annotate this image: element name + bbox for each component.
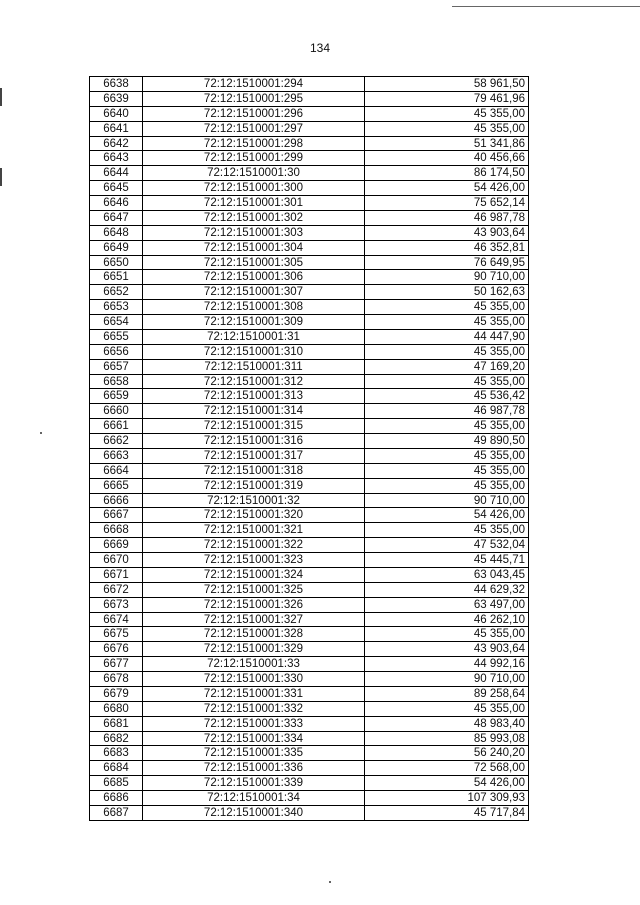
cadastral-value-cell: 54 426,00 [365,776,529,791]
cadastral-value-cell: 63 497,00 [365,598,529,613]
row-number-cell: 6644 [90,166,143,181]
row-number-cell: 6658 [90,375,143,390]
cadastral-value-cell: 43 903,64 [365,226,529,241]
cadastral-number-cell: 72:12:1510001:310 [143,345,365,360]
cadastral-value-cell: 48 983,40 [365,717,529,732]
cadastral-number-cell: 72:12:1510001:294 [143,77,365,92]
cadastral-number-cell: 72:12:1510001:295 [143,92,365,107]
table-row [90,270,529,285]
table-row [90,598,529,613]
cadastral-value-cell: 44 447,90 [365,330,529,345]
cadastral-number-cell: 72:12:1510001:319 [143,479,365,494]
cadastral-value-cell: 45 355,00 [365,107,529,122]
table-row [90,464,529,479]
cadastral-value-cell: 45 355,00 [365,479,529,494]
cadastral-number-cell: 72:12:1510001:321 [143,523,365,538]
cadastral-number-cell: 72:12:1510001:311 [143,360,365,375]
cadastral-number-cell: 72:12:1510001:305 [143,256,365,271]
row-number-cell: 6679 [90,687,143,702]
cadastral-number-cell: 72:12:1510001:309 [143,315,365,330]
cadastral-value-cell: 72 568,00 [365,761,529,776]
table-row [90,806,529,821]
cadastral-value-cell: 76 649,95 [365,256,529,271]
cadastral-value-cell: 47 169,20 [365,360,529,375]
table-row [90,568,529,583]
row-number-cell: 6642 [90,137,143,152]
cadastral-number-cell: 72:12:1510001:33 [143,657,365,672]
cadastral-number-cell: 72:12:1510001:302 [143,211,365,226]
table-row [90,226,529,241]
table-row [90,434,529,449]
cadastral-value-cell: 45 355,00 [365,449,529,464]
table-row [90,375,529,390]
table-row [90,672,529,687]
cadastral-value-cell: 47 532,04 [365,538,529,553]
table-row [90,702,529,717]
row-number-cell: 6666 [90,494,143,509]
cadastral-number-cell: 72:12:1510001:299 [143,151,365,166]
row-number-cell: 6669 [90,538,143,553]
cadastral-number-cell: 72:12:1510001:322 [143,538,365,553]
cadastral-value-cell: 90 710,00 [365,494,529,509]
cadastral-value-cell: 79 461,96 [365,92,529,107]
cadastral-number-cell: 72:12:1510001:324 [143,568,365,583]
table-row [90,137,529,152]
cadastral-value-cell: 58 961,50 [365,77,529,92]
cadastral-value-cell: 43 903,64 [365,642,529,657]
table-row [90,613,529,628]
row-number-cell: 6677 [90,657,143,672]
row-number-cell: 6681 [90,717,143,732]
cadastral-number-cell: 72:12:1510001:34 [143,791,365,806]
cadastral-value-cell: 45 717,84 [365,806,529,821]
table-row [90,553,529,568]
cadastral-number-cell: 72:12:1510001:296 [143,107,365,122]
cadastral-value-cell: 46 987,78 [365,211,529,226]
table-row [90,761,529,776]
cadastral-value-cell: 85 993,08 [365,732,529,747]
cadastral-value-cell: 45 355,00 [365,419,529,434]
cadastral-value-cell: 107 309,93 [365,791,529,806]
row-number-cell: 6650 [90,256,143,271]
table-row [90,107,529,122]
cadastral-number-cell: 72:12:1510001:298 [143,137,365,152]
table-row [90,776,529,791]
header-rule [452,6,640,7]
cadastral-number-cell: 72:12:1510001:31 [143,330,365,345]
cadastral-value-cell: 46 987,78 [365,404,529,419]
cadastral-value-cell: 45 355,00 [365,345,529,360]
row-number-cell: 6645 [90,181,143,196]
table-row [90,508,529,523]
table-row [90,300,529,315]
table-row [90,166,529,181]
cadastral-value-cell: 54 426,00 [365,181,529,196]
table-row [90,360,529,375]
table-row [90,583,529,598]
cadastral-number-cell: 72:12:1510001:336 [143,761,365,776]
table-row [90,523,529,538]
cadastral-value-cell: 90 710,00 [365,672,529,687]
scan-speck [40,432,42,434]
cadastral-number-cell: 72:12:1510001:315 [143,419,365,434]
cadastral-number-cell: 72:12:1510001:333 [143,717,365,732]
row-number-cell: 6667 [90,508,143,523]
table-row [90,211,529,226]
table-row [90,181,529,196]
row-number-cell: 6678 [90,672,143,687]
cadastral-number-cell: 72:12:1510001:325 [143,583,365,598]
row-number-cell: 6680 [90,702,143,717]
cadastral-number-cell: 72:12:1510001:308 [143,300,365,315]
row-number-cell: 6643 [90,151,143,166]
row-number-cell: 6661 [90,419,143,434]
row-number-cell: 6668 [90,523,143,538]
row-number-cell: 6674 [90,613,143,628]
cadastral-value-cell: 50 162,63 [365,285,529,300]
table-row [90,389,529,404]
row-number-cell: 6641 [90,122,143,137]
page-number: 134 [309,41,331,55]
cadastral-number-cell: 72:12:1510001:297 [143,122,365,137]
cadastral-number-cell: 72:12:1510001:314 [143,404,365,419]
row-number-cell: 6640 [90,107,143,122]
table-row [90,419,529,434]
scan-margin-mark [0,168,2,186]
row-number-cell: 6660 [90,404,143,419]
row-number-cell: 6652 [90,285,143,300]
cadastral-value-cell: 44 992,16 [365,657,529,672]
table-row [90,330,529,345]
table-row [90,538,529,553]
row-number-cell: 6638 [90,77,143,92]
table-row [90,746,529,761]
cadastral-number-cell: 72:12:1510001:327 [143,613,365,628]
cadastral-number-cell: 72:12:1510001:307 [143,285,365,300]
cadastral-number-cell: 72:12:1510001:312 [143,375,365,390]
row-number-cell: 6655 [90,330,143,345]
row-number-cell: 6659 [90,389,143,404]
cadastral-number-cell: 72:12:1510001:320 [143,508,365,523]
table-row [90,256,529,271]
cadastral-value-cell: 45 355,00 [365,523,529,538]
cadastral-value-cell: 63 043,45 [365,568,529,583]
cadastral-value-cell: 54 426,00 [365,508,529,523]
table-row [90,122,529,137]
row-number-cell: 6648 [90,226,143,241]
table-row [90,687,529,702]
row-number-cell: 6685 [90,776,143,791]
cadastral-number-cell: 72:12:1510001:329 [143,642,365,657]
cadastral-value-cell: 49 890,50 [365,434,529,449]
cadastral-number-cell: 72:12:1510001:331 [143,687,365,702]
cadastral-number-cell: 72:12:1510001:335 [143,746,365,761]
cadastral-value-table [89,76,529,821]
table-row [90,657,529,672]
cadastral-number-cell: 72:12:1510001:30 [143,166,365,181]
cadastral-value-cell: 86 174,50 [365,166,529,181]
table-row [90,196,529,211]
cadastral-value-cell: 45 355,00 [365,122,529,137]
cadastral-number-cell: 72:12:1510001:334 [143,732,365,747]
row-number-cell: 6651 [90,270,143,285]
row-number-cell: 6662 [90,434,143,449]
cadastral-number-cell: 72:12:1510001:306 [143,270,365,285]
cadastral-value-cell: 45 355,00 [365,702,529,717]
table-row [90,732,529,747]
cadastral-value-cell: 45 355,00 [365,627,529,642]
cadastral-value-cell: 44 629,32 [365,583,529,598]
table-row [90,77,529,92]
row-number-cell: 6653 [90,300,143,315]
table-row [90,642,529,657]
table-row [90,315,529,330]
row-number-cell: 6687 [90,806,143,821]
row-number-cell: 6670 [90,553,143,568]
table-row [90,285,529,300]
cadastral-number-cell: 72:12:1510001:330 [143,672,365,687]
cadastral-value-cell: 90 710,00 [365,270,529,285]
cadastral-value-cell: 45 355,00 [365,464,529,479]
row-number-cell: 6664 [90,464,143,479]
table-row [90,717,529,732]
cadastral-number-cell: 72:12:1510001:313 [143,389,365,404]
row-number-cell: 6656 [90,345,143,360]
row-number-cell: 6672 [90,583,143,598]
cadastral-number-cell: 72:12:1510001:303 [143,226,365,241]
row-number-cell: 6665 [90,479,143,494]
row-number-cell: 6654 [90,315,143,330]
cadastral-number-cell: 72:12:1510001:323 [143,553,365,568]
cadastral-number-cell: 72:12:1510001:317 [143,449,365,464]
scan-margin-mark [0,88,2,106]
cadastral-value-cell: 56 240,20 [365,746,529,761]
cadastral-value-cell: 45 355,00 [365,315,529,330]
cadastral-number-cell: 72:12:1510001:332 [143,702,365,717]
cadastral-number-cell: 72:12:1510001:301 [143,196,365,211]
cadastral-value-cell: 45 355,00 [365,300,529,315]
row-number-cell: 6639 [90,92,143,107]
cadastral-number-cell: 72:12:1510001:326 [143,598,365,613]
row-number-cell: 6682 [90,732,143,747]
row-number-cell: 6673 [90,598,143,613]
table-row [90,241,529,256]
row-number-cell: 6646 [90,196,143,211]
scan-speck [329,881,331,883]
cadastral-number-cell: 72:12:1510001:340 [143,806,365,821]
table-row [90,151,529,166]
cadastral-value-cell: 45 445,71 [365,553,529,568]
row-number-cell: 6671 [90,568,143,583]
cadastral-value-cell: 89 258,64 [365,687,529,702]
cadastral-number-cell: 72:12:1510001:339 [143,776,365,791]
table-row [90,494,529,509]
row-number-cell: 6683 [90,746,143,761]
cadastral-number-cell: 72:12:1510001:32 [143,494,365,509]
table-row [90,345,529,360]
cadastral-number-cell: 72:12:1510001:318 [143,464,365,479]
table-row [90,404,529,419]
cadastral-value-cell: 40 456,66 [365,151,529,166]
row-number-cell: 6649 [90,241,143,256]
table-row [90,479,529,494]
cadastral-value-cell: 75 652,14 [365,196,529,211]
table-row [90,791,529,806]
row-number-cell: 6647 [90,211,143,226]
cadastral-value-cell: 46 352,81 [365,241,529,256]
row-number-cell: 6657 [90,360,143,375]
cadastral-value-cell: 45 536,42 [365,389,529,404]
row-number-cell: 6676 [90,642,143,657]
table-row [90,627,529,642]
cadastral-number-cell: 72:12:1510001:304 [143,241,365,256]
cadastral-number-cell: 72:12:1510001:328 [143,627,365,642]
cadastral-value-cell: 51 341,86 [365,137,529,152]
cadastral-number-cell: 72:12:1510001:300 [143,181,365,196]
cadastral-value-cell: 46 262,10 [365,613,529,628]
table-row [90,449,529,464]
cadastral-value-cell: 45 355,00 [365,375,529,390]
row-number-cell: 6684 [90,761,143,776]
row-number-cell: 6686 [90,791,143,806]
row-number-cell: 6663 [90,449,143,464]
cadastral-number-cell: 72:12:1510001:316 [143,434,365,449]
row-number-cell: 6675 [90,627,143,642]
table-row [90,92,529,107]
